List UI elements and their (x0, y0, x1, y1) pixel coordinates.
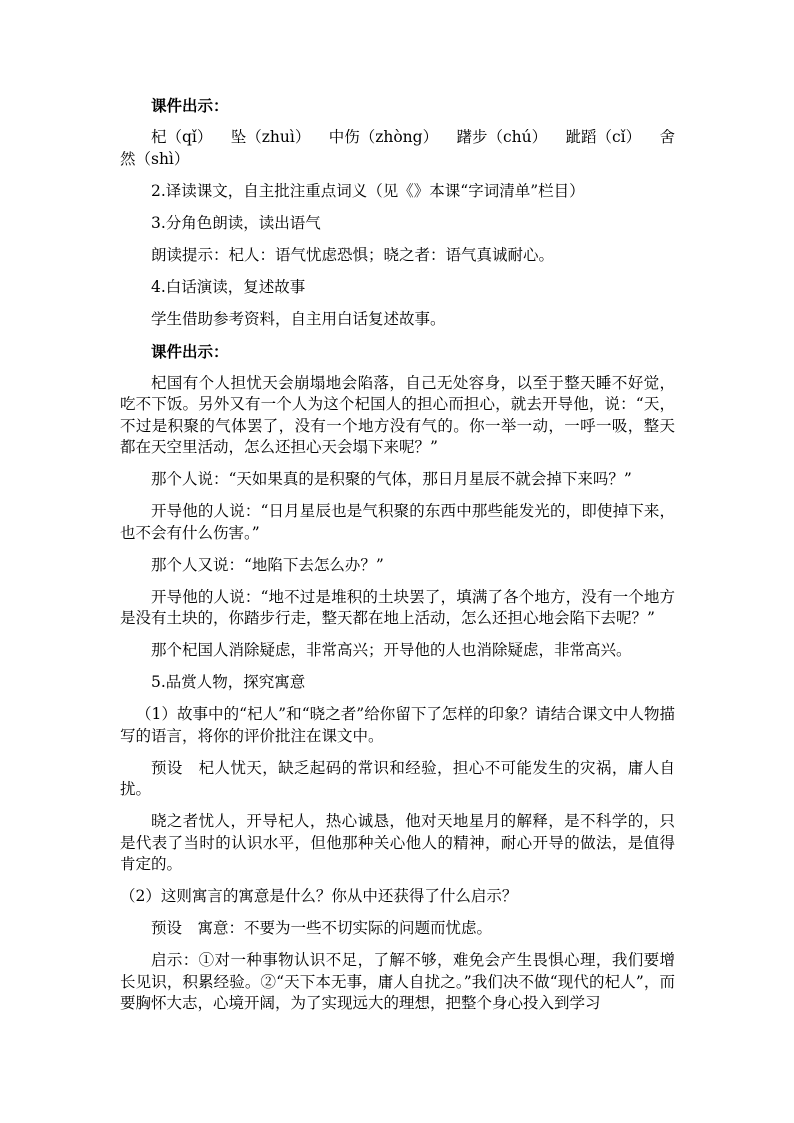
courseware-heading: 课件出示： (151, 96, 229, 115)
pinyin-item: 坠（zhuì） (230, 128, 311, 146)
story-paragraph: 那个人又说：“地陷下去怎么办？” (151, 555, 384, 574)
document-body (120, 95, 675, 1025)
answer-paragraph: 启示：①对一种事物认识不足，了解不够，难免会产生畏惧心理，我们要增长见识，积累经验。②“天下本无事，庸人自扰之。”我们决不做“现代的杞人”，而要胸怀大志，心境开阔，为了实现远大的理想，把整个身心投入到学习 (120, 951, 675, 1012)
pinyin-item: 杞（qǐ） (151, 128, 213, 146)
story-paragraph: 杞国有个人担忧天会崩塌地会陷落，自己无处容身，以至于整天睡不好觉，吃不下饭。另外又有一个人为这个杞国人的担心而担心，就去开导他，说：“天，不过是积聚的气体罢了，没有一个地方没有气的。你一举一动，一呼一吸，整天都在天空里活动，怎么还担心天会塌下来呢？” (120, 373, 675, 456)
answer-paragraph: 晓之者忧人，开导杞人，热心诚恳，他对天地星月的解释，是不科学的，只是代表了当时的认识水平，但他那种关心他人的精神，耐心开导的做法，是值得肯定的。 (120, 812, 675, 873)
step-paragraph: 3.分角色朗读，读出语气 (151, 213, 321, 232)
step-paragraph: 2.译读课文，自主批注重点词义（见《》本课“字词清单”栏目） (151, 181, 585, 200)
body-paragraph: 学生借助参考资料，自主用白话复述故事。 (151, 309, 446, 328)
step-paragraph: 5.品赏人物，探究寓意 (151, 673, 306, 691)
step-paragraph: 4.白话演读，复述故事 (151, 277, 306, 296)
courseware-heading: 课件出示： (151, 341, 229, 361)
story-paragraph: 那个杞国人消除疑虑，非常高兴；开导他的人也消除疑虑，非常高兴。 (151, 641, 632, 659)
pinyin-item: 中伤（zhòng） (328, 128, 439, 146)
pinyin-item: 舍 (659, 128, 675, 146)
pinyin-item: 然（shì） (120, 149, 190, 168)
story-paragraph: 开导他的人说：“日月星辰也是气积聚的东西中那些能发光的，即使掉下来，也不会有什么伤害。” (120, 502, 675, 542)
reading-tip: 朗读提示：杞人：语气忧虑恐惧；晓之者：语气真诚耐心。 (151, 245, 555, 264)
answer-paragraph: 预设 杞人忧天，缺乏起码的常识和经验，担心不可能发生的灾祸，庸人自扰。 (120, 758, 675, 798)
question-paragraph: （2）这则寓言的寓意是什么？你从中还获得了什么启示？ (120, 887, 518, 905)
pinyin-list (120, 127, 675, 149)
pinyin-item: 躇步（chú） (456, 128, 548, 146)
answer-paragraph: 预设 寓意：不要为一些不切实际的问题而忧虑。 (151, 919, 493, 937)
story-paragraph: 开导他的人说：“地不过是堆积的土块罢了，填满了各个地方，没有一个地方是没有土块的，你踏步行走，整天都在地上活动，怎么还担心地会陷下去呢？” (120, 587, 675, 627)
pinyin-item: 跐蹈（cǐ） (565, 128, 642, 146)
question-paragraph: （1）故事中的“杞人”和“晓之者”给你留下了怎样的印象？请结合课文中人物描写的语言，将你的评价批注在课文中。 (120, 705, 675, 745)
story-paragraph: 那个人说：“天如果真的是积聚的气体，那日月星辰不就会掉下来吗？” (151, 470, 632, 488)
